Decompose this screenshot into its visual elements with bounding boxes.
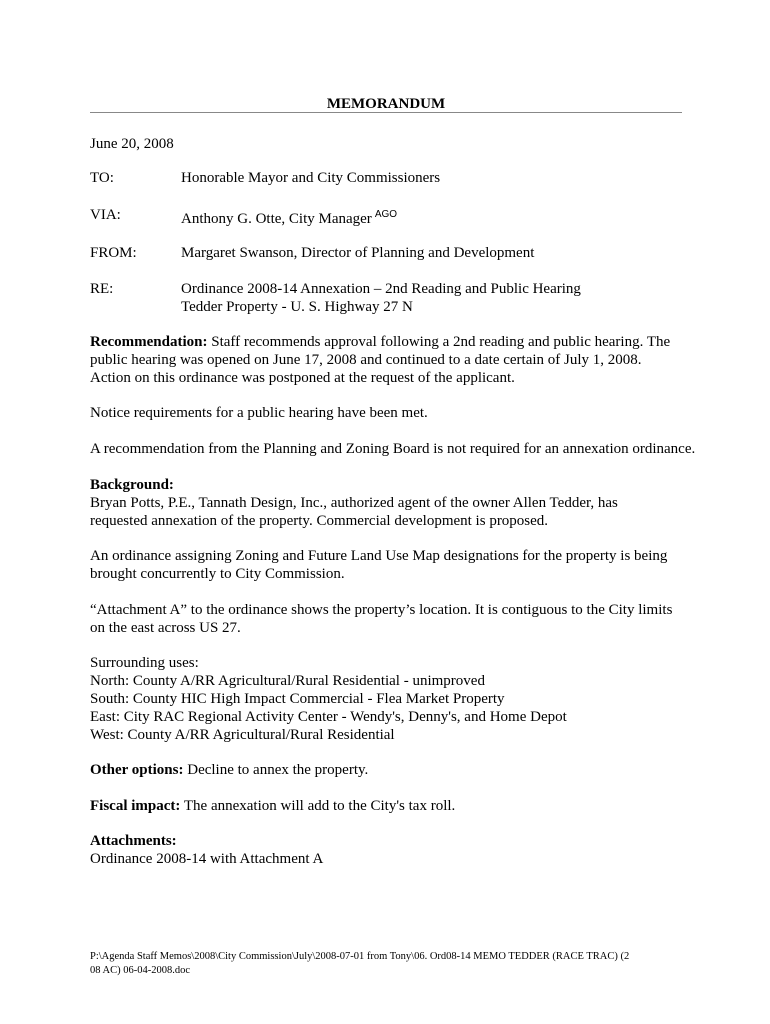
other-options-text: Decline to annex the property. [183, 762, 369, 778]
attachment-a-paragraph [90, 601, 710, 637]
other-options-paragraph [90, 761, 710, 779]
attachments-paragraph [90, 832, 710, 868]
surrounding-west: West: County A/RR Agricultural/Rural Residential [90, 727, 395, 743]
re-line-1: Ordinance 2008-14 Annexation – 2nd Reading and Public Hearing [181, 281, 581, 297]
recommendation-text-1: Staff recommends approval following a 2nd reading and public hearing. The [207, 334, 671, 350]
attachment-a-text-1: “Attachment A” to the ordinance shows the property’s location. It is contiguous to the City limits [90, 602, 673, 618]
via-label: VIA: [90, 207, 121, 223]
recommendation-paragraph [90, 333, 710, 387]
via-initials: AGO [374, 209, 398, 220]
via-field [181, 206, 397, 228]
surrounding-north: North: County A/RR Agricultural/Rural Residential - unimproved [90, 673, 485, 689]
memo-title: MEMORANDUM [326, 96, 446, 112]
ordinance-paragraph [90, 547, 710, 583]
re-label: RE: [90, 281, 114, 297]
attachments-text: Ordinance 2008-14 with Attachment A [90, 851, 324, 867]
attachment-a-text-2: on the east across US 27. [90, 620, 241, 636]
surrounding-uses-list [90, 654, 710, 744]
surrounding-heading: Surrounding uses: [90, 655, 199, 671]
pz-paragraph: A recommendation from the Planning and Zoning Board is not required for an annexation ordinance. [90, 441, 696, 457]
fiscal-impact-text: The annexation will add to the City's tax roll. [180, 798, 456, 814]
footer-line-1: P:\Agenda Staff Memos\2008\City Commission\July\2008-07-01 from Tony\06. Ord08-14 MEMO TEDDER (RACE TRAC) (2 [90, 951, 630, 962]
recommendation-text-3: Action on this ordinance was postponed at the request of the applicant. [90, 370, 515, 386]
recommendation-text-2: public hearing was opened on June 17, 2008 and continued to a date certain of July 1, 2008. [90, 352, 642, 368]
re-line-2: Tedder Property - U. S. Highway 27 N [181, 299, 413, 315]
background-paragraph [90, 476, 710, 530]
from-label: FROM: [90, 245, 137, 261]
via-value: Anthony G. Otte, City Manager [181, 211, 372, 227]
attachments-heading: Attachments: [90, 833, 177, 849]
file-path-footer [90, 950, 629, 978]
background-text-2: requested annexation of the property. Commercial development is proposed. [90, 513, 549, 529]
memo-date: June 20, 2008 [90, 136, 174, 152]
fiscal-impact-paragraph [90, 797, 710, 815]
ordinance-text-2: brought concurrently to City Commission. [90, 566, 345, 582]
to-value: Honorable Mayor and City Commissioners [181, 170, 441, 186]
ordinance-text-1: An ordinance assigning Zoning and Future Land Use Map designations for the property is being [90, 548, 668, 564]
from-value: Margaret Swanson, Director of Planning and Development [181, 245, 535, 261]
fiscal-impact-heading: Fiscal impact: [90, 798, 181, 814]
background-text-1: Bryan Potts, P.E., Tannath Design, Inc., authorized agent of the owner Allen Tedder, has [90, 495, 618, 511]
recommendation-heading: Recommendation: [90, 334, 208, 350]
surrounding-south: South: County HIC High Impact Commercial - Flea Market Property [90, 691, 505, 707]
footer-line-2: 08 AC) 06-04-2008.doc [90, 965, 191, 976]
background-heading: Background: [90, 477, 174, 493]
title-divider [90, 112, 682, 113]
other-options-heading: Other options: [90, 762, 184, 778]
notice-paragraph: Notice requirements for a public hearing have been met. [90, 405, 428, 421]
surrounding-east: East: City RAC Regional Activity Center - Wendy's, Denny's, and Home Depot [90, 709, 567, 725]
to-label: TO: [90, 170, 114, 186]
